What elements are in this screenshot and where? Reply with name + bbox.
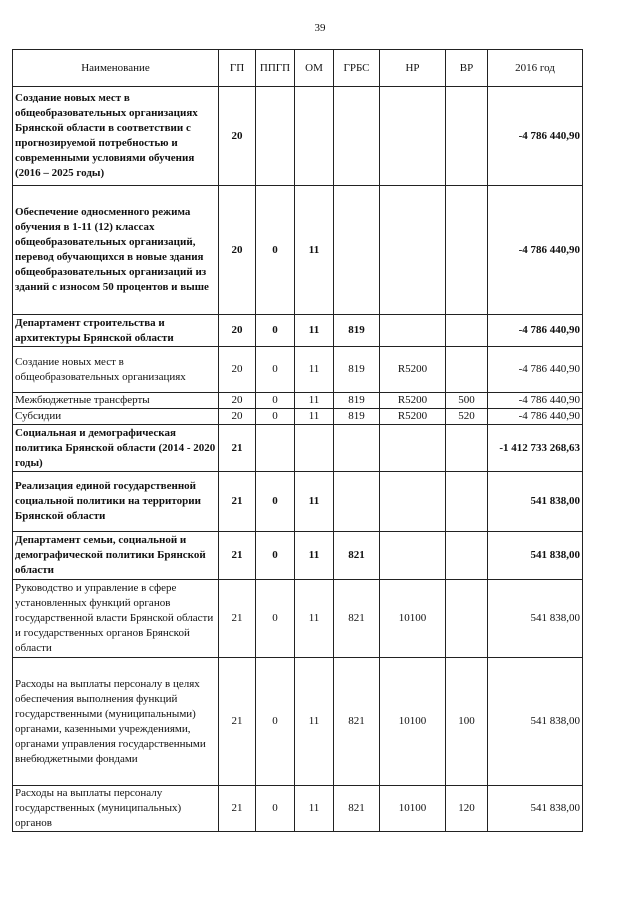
header-name: Наименование (13, 50, 219, 87)
cell-gp: 20 (219, 393, 256, 409)
cell-vr (446, 532, 488, 580)
cell-gp: 20 (219, 347, 256, 393)
cell-gp: 20 (219, 87, 256, 186)
cell-ppgp: 0 (256, 347, 295, 393)
cell-vr: 120 (446, 786, 488, 832)
cell-ppgp: 0 (256, 472, 295, 532)
cell-nr (380, 472, 446, 532)
cell-name: Расходы на выплаты персоналу государственных (муниципальных) органов (13, 786, 219, 832)
header-vr: ВР (446, 50, 488, 87)
cell-vr (446, 315, 488, 347)
cell-amount: 541 838,00 (488, 580, 583, 658)
cell-name: Руководство и управление в сфере установленных функций органов государственной власти Брянской области и государственных органов Брянской области (13, 580, 219, 658)
cell-nr (380, 87, 446, 186)
cell-amount: -4 786 440,90 (488, 186, 583, 315)
cell-ppgp: 0 (256, 580, 295, 658)
cell-om: 11 (295, 315, 334, 347)
cell-om: 11 (295, 393, 334, 409)
cell-ppgp: 0 (256, 658, 295, 786)
cell-name: Департамент семьи, социальной и демографической политики Брянской области (13, 532, 219, 580)
cell-om (295, 425, 334, 472)
table-row (13, 580, 583, 658)
cell-om: 11 (295, 472, 334, 532)
cell-name: Реализация единой государственной социальной политики на территории Брянской области (13, 472, 219, 532)
cell-name: Межбюджетные трансферты (13, 393, 219, 409)
cell-vr (446, 425, 488, 472)
cell-vr: 100 (446, 658, 488, 786)
cell-gp: 21 (219, 580, 256, 658)
cell-nr: 10100 (380, 786, 446, 832)
cell-grbs (334, 87, 380, 186)
header-ppgp: ППГП (256, 50, 295, 87)
cell-om: 11 (295, 786, 334, 832)
table-row (13, 532, 583, 580)
cell-nr: R5200 (380, 347, 446, 393)
cell-grbs: 819 (334, 409, 380, 425)
cell-grbs (334, 186, 380, 315)
table-body (13, 87, 583, 832)
page-number: 39 (314, 22, 326, 34)
cell-nr: R5200 (380, 409, 446, 425)
cell-name: Создание новых мест в общеобразовательных организациях (13, 347, 219, 393)
cell-nr (380, 186, 446, 315)
header-grbs: ГРБС (334, 50, 380, 87)
cell-grbs: 821 (334, 658, 380, 786)
cell-vr (446, 580, 488, 658)
cell-ppgp (256, 87, 295, 186)
header-year: 2016 год (488, 50, 583, 87)
cell-nr: 10100 (380, 658, 446, 786)
cell-gp: 20 (219, 315, 256, 347)
cell-nr (380, 425, 446, 472)
header-gp: ГП (219, 50, 256, 87)
cell-gp: 21 (219, 786, 256, 832)
cell-nr: R5200 (380, 393, 446, 409)
cell-amount: -4 786 440,90 (488, 315, 583, 347)
cell-name: Расходы на выплаты персоналу в целях обеспечения выполнения функций государственными (муниципальными) органами, казенными учреждениями, органами управления государственными внебюджетными фондами (13, 658, 219, 786)
cell-om: 11 (295, 532, 334, 580)
cell-amount: -4 786 440,90 (488, 409, 583, 425)
table-row (13, 658, 583, 786)
cell-name: Создание новых мест в общеобразовательных организациях Брянской области в соответствии с прогнозируемой потребностью и современными условиями обучения (2016 – 2025 годы) (13, 87, 219, 186)
cell-vr: 500 (446, 393, 488, 409)
table-row (13, 393, 583, 409)
cell-grbs: 819 (334, 315, 380, 347)
cell-grbs (334, 472, 380, 532)
cell-amount: -1 412 733 268,63 (488, 425, 583, 472)
cell-ppgp: 0 (256, 409, 295, 425)
cell-vr (446, 472, 488, 532)
cell-ppgp: 0 (256, 786, 295, 832)
table-row (13, 87, 583, 186)
cell-name: Субсидии (13, 409, 219, 425)
cell-gp: 21 (219, 472, 256, 532)
cell-nr (380, 532, 446, 580)
cell-grbs: 819 (334, 347, 380, 393)
cell-vr (446, 87, 488, 186)
table-row (13, 347, 583, 393)
header-nr: НР (380, 50, 446, 87)
cell-grbs: 821 (334, 580, 380, 658)
cell-grbs: 821 (334, 532, 380, 580)
cell-nr: 10100 (380, 580, 446, 658)
cell-grbs: 819 (334, 393, 380, 409)
cell-amount: 541 838,00 (488, 532, 583, 580)
cell-vr (446, 347, 488, 393)
cell-om: 11 (295, 186, 334, 315)
cell-om: 11 (295, 347, 334, 393)
cell-gp: 20 (219, 409, 256, 425)
cell-amount: 541 838,00 (488, 786, 583, 832)
cell-ppgp: 0 (256, 186, 295, 315)
cell-ppgp (256, 425, 295, 472)
table-row (13, 186, 583, 315)
cell-gp: 21 (219, 658, 256, 786)
cell-amount: -4 786 440,90 (488, 87, 583, 186)
table-row (13, 786, 583, 832)
cell-name: Департамент строительства и архитектуры Брянской области (13, 315, 219, 347)
cell-om: 11 (295, 409, 334, 425)
table-row (13, 409, 583, 425)
cell-om: 11 (295, 658, 334, 786)
cell-ppgp: 0 (256, 315, 295, 347)
table-row (13, 472, 583, 532)
cell-grbs: 821 (334, 786, 380, 832)
cell-grbs (334, 425, 380, 472)
cell-om: 11 (295, 580, 334, 658)
budget-table (12, 49, 583, 832)
header-om: ОМ (295, 50, 334, 87)
cell-name: Социальная и демографическая политика Брянской области (2014 - 2020 годы) (13, 425, 219, 472)
cell-amount: -4 786 440,90 (488, 347, 583, 393)
cell-amount: -4 786 440,90 (488, 393, 583, 409)
cell-gp: 21 (219, 532, 256, 580)
cell-om (295, 87, 334, 186)
table-row (13, 315, 583, 347)
table-header-row (13, 50, 583, 87)
cell-name: Обеспечение односменного режима обучения в 1-11 (12) классах общеобразовательных организаций, перевод обучающихся в новые здания общеобразовательных организаций из зданий с износом 50 процентов и выше (13, 186, 219, 315)
cell-vr (446, 186, 488, 315)
cell-gp: 21 (219, 425, 256, 472)
cell-vr: 520 (446, 409, 488, 425)
cell-amount: 541 838,00 (488, 658, 583, 786)
cell-ppgp: 0 (256, 393, 295, 409)
table-row (13, 425, 583, 472)
cell-gp: 20 (219, 186, 256, 315)
cell-nr (380, 315, 446, 347)
cell-ppgp: 0 (256, 532, 295, 580)
cell-amount: 541 838,00 (488, 472, 583, 532)
